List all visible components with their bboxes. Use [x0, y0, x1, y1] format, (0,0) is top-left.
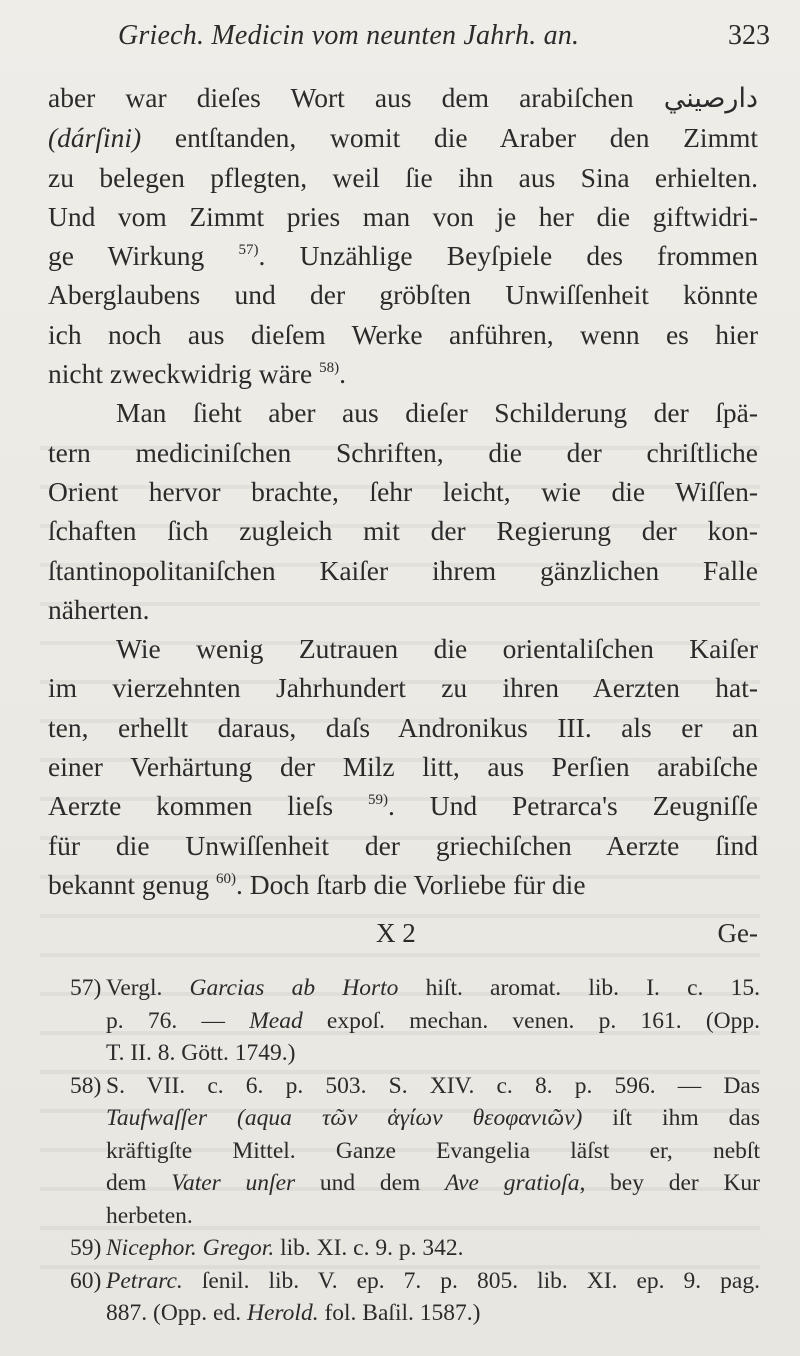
text-run: , bey der Kur — [579, 1170, 761, 1196]
footnote-line — [106, 972, 760, 1005]
text-line: ſchaften ſich zugleich mit der Regierung der kon- — [48, 515, 758, 547]
text-line — [48, 747, 758, 786]
text-line: näherten. — [48, 593, 150, 625]
text-run: aber war dieſes Wort aus dem arabiſchen — [48, 82, 664, 113]
text-line — [48, 826, 758, 865]
text-line: ſtantinopolitaniſchen Kaiſer ihrem gänzlichen Falle — [48, 554, 758, 586]
italic-text: Nicephor. Gregor. — [106, 1235, 275, 1261]
footnote-line — [106, 1232, 760, 1265]
text-line: Man ſieht aber aus dieſer Schilderung der ſpä- — [116, 397, 758, 429]
footnote-number: 59) — [70, 1235, 102, 1261]
footnote-60 — [70, 1265, 760, 1330]
footnote-number: 58) — [70, 1072, 102, 1099]
footnote-number: 60) — [70, 1267, 102, 1294]
text-run: iſt ihm das — [582, 1105, 760, 1131]
italic-text: Taufwaſſer (aqua τῶν ἁγίων θεοφανιῶν) — [106, 1105, 583, 1131]
text-run: S. VII. c. 6. p. 503. S. XIV. c. 8. p. 596. — Das — [106, 1072, 760, 1099]
text-run: Aerzte kommen lieſs — [48, 790, 368, 822]
footnote-ref: 58) — [319, 360, 340, 377]
footnote-line — [106, 1135, 760, 1168]
italic-text: Petrarc. — [106, 1267, 183, 1294]
text-run: ich noch aus dieſem Werke anführen, wenn es hier — [48, 318, 758, 350]
italic-text: (dárſini) — [48, 122, 142, 154]
signature-line — [48, 918, 758, 954]
text-run: dem — [106, 1170, 172, 1196]
text-run: im vierzehnten Jahrhundert zu ihren Aerzten hat- — [48, 672, 758, 704]
text-run: ge Wirkung — [48, 240, 239, 272]
footnote-line — [106, 1265, 760, 1298]
text-run: . — [339, 358, 346, 390]
text-run: . Und Petrarca's Zeugniſſe — [388, 790, 758, 822]
text-run: lib. XI. c. 9. p. 342. — [274, 1235, 464, 1261]
footnote-ref: 60) — [216, 870, 237, 887]
paragraph-2 — [48, 393, 758, 629]
footnote-line — [106, 1005, 760, 1038]
footnote-line — [106, 1102, 760, 1135]
text-run: hiſt. aromat. lib. I. c. 15. — [398, 975, 760, 1001]
text-run: ten, erhellt daraus, daſs Andronikus III. als er an — [48, 711, 758, 743]
text-line — [48, 865, 758, 904]
footnote-59 — [70, 1232, 760, 1265]
text-run: Und vom Zimmt pries man von je her die giftwidri- — [48, 200, 758, 232]
text-run: Vergl. — [106, 975, 190, 1001]
italic-text: Mead — [249, 1007, 303, 1034]
main-text — [48, 78, 758, 904]
text-line — [48, 197, 758, 236]
footnote-line — [106, 1070, 760, 1103]
text-run: herbeten. — [106, 1202, 193, 1229]
footnote-57 — [70, 972, 760, 1070]
text-line — [48, 275, 758, 314]
text-line: Orient hervor brachte, ſehr leicht, wie die Wiſſen- — [48, 475, 758, 507]
signature-mark: X 2 — [376, 918, 416, 948]
text-run: Wie wenig Zutrauen die orientaliſchen Kaiſer — [116, 633, 758, 665]
footnote-line — [106, 1200, 760, 1233]
footnote-58 — [70, 1070, 760, 1233]
text-line — [48, 118, 758, 157]
text-run: . Unzählige Beyſpiele des frommen — [258, 240, 758, 272]
footnote-number: 57) — [70, 975, 102, 1001]
arabic-word: دارصيني — [663, 83, 758, 114]
text-line — [48, 629, 758, 668]
text-line — [48, 668, 758, 707]
text-line — [48, 786, 758, 825]
italic-text: Vater unſer — [171, 1170, 296, 1196]
text-run: und dem — [295, 1170, 446, 1196]
text-line — [48, 708, 758, 747]
text-run: zu belegen pflegten, weil ſie ihn aus Sina erhielten. — [48, 161, 758, 193]
text-run: . Doch ſtarb die Vorliebe für die — [236, 868, 586, 900]
text-line — [48, 354, 758, 393]
text-line — [48, 78, 758, 118]
italic-text: Ave gratioſa — [445, 1170, 580, 1196]
text-run: einer Verhärtung der Milz litt, aus Perſien arabiſche — [48, 751, 758, 783]
footnote-ref: 59) — [368, 792, 388, 809]
text-line — [48, 315, 758, 354]
page-number: 323 — [728, 20, 770, 51]
footnotes — [70, 972, 760, 1330]
footnote-line — [106, 1297, 760, 1330]
text-run: kräftigſte Mittel. Ganze Evangelia läſst er, nebſt — [106, 1137, 760, 1164]
text-line — [48, 236, 758, 275]
italic-text: Herold. — [246, 1300, 319, 1326]
text-run: für die Unwiſſenheit der griechiſchen Aerzte ſind — [48, 829, 758, 861]
text-run: Aberglaubens und der gröbſten Unwiſſenheit könnte — [48, 279, 758, 311]
paragraph-1 — [48, 78, 758, 393]
italic-text: Garcias ab Horto — [189, 975, 399, 1001]
text-run: nicht zweckwidrig wäre — [48, 358, 320, 390]
text-run: bekannt genug — [48, 868, 217, 900]
text-run: ſenil. lib. V. ep. 7. p. 805. lib. XI. ep. 9. pag. — [182, 1267, 760, 1294]
catchword: Ge- — [717, 918, 758, 948]
footnote-line — [106, 1037, 760, 1070]
running-title: Griech. Medicin vom neunten Jahrh. an. — [118, 20, 580, 51]
footnote-ref: 57) — [238, 242, 259, 259]
text-run: expoſ. mechan. venen. p. 161. (Opp. — [302, 1007, 761, 1034]
text-run: T. II. 8. Gött. 1749.) — [106, 1040, 296, 1066]
text-run: 887. (Opp. ed. — [106, 1300, 247, 1326]
page-header — [40, 20, 770, 60]
text-line — [48, 158, 758, 197]
text-run: fol. Baſil. 1587.) — [318, 1300, 481, 1326]
footnote-line — [106, 1167, 760, 1200]
text-run: entſtanden, womit die Araber den Zimmt — [141, 122, 758, 154]
text-line: tern mediciniſchen Schriften, die der chriſtliche — [48, 436, 758, 468]
paragraph-3 — [48, 629, 758, 904]
text-run: p. 76. — — [106, 1007, 250, 1034]
